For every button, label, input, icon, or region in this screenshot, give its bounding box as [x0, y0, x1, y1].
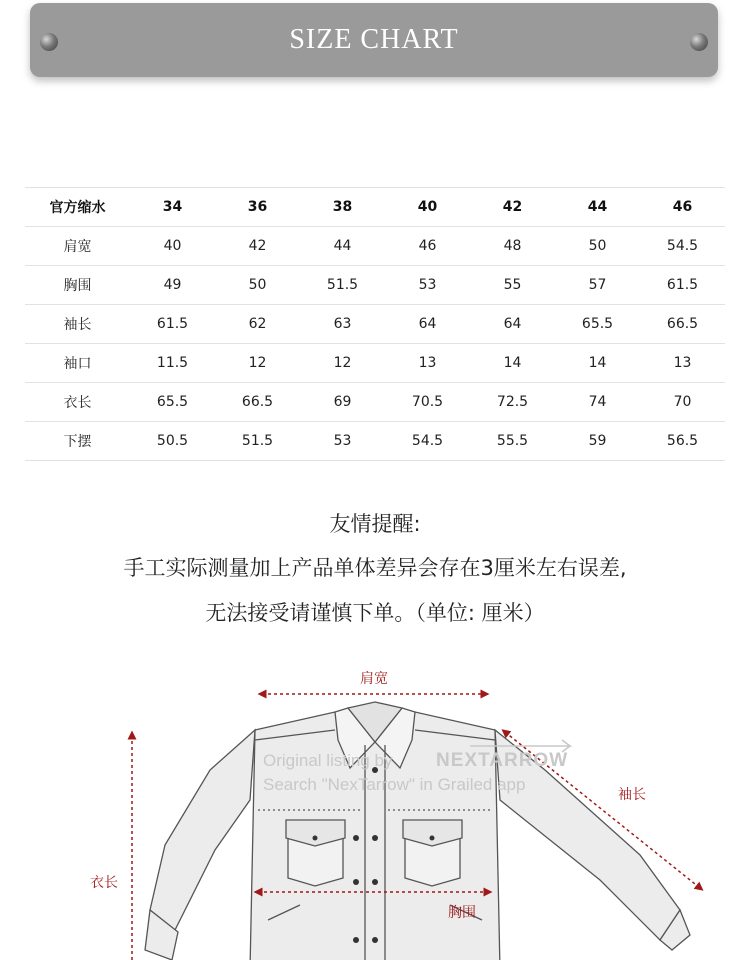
notice-text: 无法接受请谨慎下单。（单位: 厘米） — [205, 601, 545, 625]
table-cell: 46 — [385, 227, 470, 266]
size-chart-banner — [30, 3, 718, 77]
row-label: 袖长 — [25, 305, 130, 344]
table-cell: 54.5 — [640, 227, 725, 266]
table-header-row — [25, 188, 725, 227]
shoulder-label: 肩宽 — [360, 671, 388, 687]
row-label: 胸围 — [25, 266, 130, 305]
table-cell: 44 — [300, 227, 385, 266]
watermark-line2: Search "NexTarrow" in Grailed app — [263, 775, 526, 794]
table-row — [25, 227, 725, 266]
table-cell: 61.5 — [130, 305, 215, 344]
jacket-measurement-diagram — [0, 650, 750, 960]
table-cell: 66.5 — [640, 305, 725, 344]
table-row — [25, 422, 725, 461]
table-cell: 13 — [385, 344, 470, 383]
table-cell: 13 — [640, 344, 725, 383]
table-cell: 12 — [300, 344, 385, 383]
table-cell: 55.5 — [470, 422, 555, 461]
length-label: 衣长 — [90, 875, 118, 891]
jacket-illustration — [145, 702, 690, 960]
rivet-icon — [690, 33, 708, 51]
table-header-cell: 44 — [555, 188, 640, 227]
table-cell: 70 — [640, 383, 725, 422]
rivet-icon — [40, 33, 58, 51]
table-cell: 55 — [470, 266, 555, 305]
table-cell: 51.5 — [215, 422, 300, 461]
table-cell: 64 — [385, 305, 470, 344]
table-cell: 66.5 — [215, 383, 300, 422]
table-cell: 53 — [300, 422, 385, 461]
table-cell: 61.5 — [640, 266, 725, 305]
table-header-cell: 46 — [640, 188, 725, 227]
table-row — [25, 344, 725, 383]
table-cell: 63 — [300, 305, 385, 344]
table-cell: 14 — [470, 344, 555, 383]
chest-label: 胸围 — [448, 905, 476, 921]
banner-title: SIZE CHART — [289, 24, 459, 55]
table-cell: 74 — [555, 383, 640, 422]
table-cell: 65.5 — [555, 305, 640, 344]
table-cell: 69 — [300, 383, 385, 422]
table-cell: 65.5 — [130, 383, 215, 422]
table-header-cell: 官方缩水 — [25, 188, 130, 227]
table-cell: 48 — [470, 227, 555, 266]
row-label: 衣长 — [25, 383, 130, 422]
table-cell: 49 — [130, 266, 215, 305]
watermark-brand: NEXTARROW — [436, 750, 569, 771]
table-header-cell: 38 — [300, 188, 385, 227]
table-cell: 56.5 — [640, 422, 725, 461]
table-row — [25, 305, 725, 344]
size-table — [25, 187, 725, 461]
table-cell: 40 — [130, 227, 215, 266]
table-cell: 50.5 — [130, 422, 215, 461]
table-cell: 64 — [470, 305, 555, 344]
sleeve-label: 袖长 — [618, 787, 646, 803]
table-cell: 53 — [385, 266, 470, 305]
row-label: 肩宽 — [25, 227, 130, 266]
table-header-cell: 36 — [215, 188, 300, 227]
watermark-line1: Original listing by — [263, 751, 393, 770]
table-header-cell: 40 — [385, 188, 470, 227]
row-label: 袖口 — [25, 344, 130, 383]
table-cell: 11.5 — [130, 344, 215, 383]
table-cell: 57 — [555, 266, 640, 305]
table-cell: 50 — [215, 266, 300, 305]
table-cell: 12 — [215, 344, 300, 383]
table-row — [25, 266, 725, 305]
table-header-cell: 34 — [130, 188, 215, 227]
table-row — [25, 383, 725, 422]
table-cell: 14 — [555, 344, 640, 383]
table-cell: 59 — [555, 422, 640, 461]
notice-heading: 友情提醒: — [329, 512, 421, 536]
notice-text: 手工实际测量加上产品单体差异会存在3厘米左右误差, — [123, 556, 627, 580]
table-cell: 70.5 — [385, 383, 470, 422]
table-cell: 51.5 — [300, 266, 385, 305]
table-cell: 50 — [555, 227, 640, 266]
table-cell: 72.5 — [470, 383, 555, 422]
row-label: 下摆 — [25, 422, 130, 461]
table-cell: 42 — [215, 227, 300, 266]
table-header-cell: 42 — [470, 188, 555, 227]
table-cell: 54.5 — [385, 422, 470, 461]
table-cell: 62 — [215, 305, 300, 344]
